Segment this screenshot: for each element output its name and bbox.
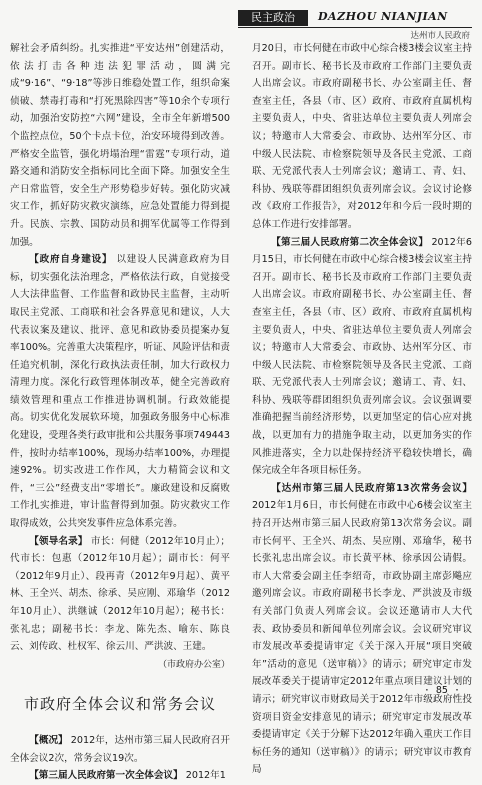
- header-rule: [238, 27, 472, 28]
- paragraph-text: 2012年1: [185, 770, 226, 782]
- right-column: [252, 40, 472, 779]
- paragraph-leaders: [10, 533, 230, 656]
- section-heading: 【第三届人民政府第二次全体会议】: [271, 236, 429, 248]
- section-heading: 【概况】: [29, 734, 68, 746]
- paragraph-text: 2012年，达州市第三届人民政府召开全体会议2次，常务会议19次。: [10, 734, 230, 764]
- yearbook-title: DAZHOU NIANJIAN: [318, 10, 448, 23]
- chapter-title: 市政府全体会议和常务会议: [23, 695, 216, 714]
- source-signature: （市政府办公室）: [157, 659, 230, 670]
- paragraph-first-plenary-cont: 月20日，市长何健在市政中心综合楼3楼会议室主持召开。副市长、秘书长及市政府工作部门主要负责人出席会议。市政府副秘书长、办公室副主任、督查室主任，各县（市、区）政府、市政府直属机构主要负责人，中央、省驻达单位主要负责人列席会议；特邀市人大常委会、市政协、达州军分区、市中级人民法院、市检察院领导及各民主党派、工商联、无党派代表人士列席会议；邀请工、青、妇、科协、残联等群团组织负责列席会议。会议讨论修改《政府工作报告》，对2012年和今后一段时期的总体工作进行安排部署。: [252, 43, 472, 230]
- header-subtitle: 达州市人民政府: [410, 31, 470, 41]
- left-column: [10, 40, 230, 785]
- paragraph-gov-building: [10, 251, 230, 533]
- paragraph-text: 2012年6月15日，市长何健在市政中心综合楼3楼会议室主持召开。副市长、秘书长及市政府工作部门主要负责人出席会议。市政府副秘书长、办公室副主任、督查室主任，各县（市、区）政府、市政府直属机构主要负责人，中央、省驻达单位主要负责人列席会议；特邀市人大常委会、市政协、达州军分区、市中级人民法院、市检察院领导及各民主党派、工商联、无党派代表人士列席会议；邀请工、青、妇、科协、残联等群团组织负责列席会议。会议强调要准确把握当前经济形势，以更加坚定的信心应对挑战，以更加有力的措施争取主动，以更加务实的作风推进落实，全力以赴保持经济平稳较快增长，确保完成全年各项目标任务。: [252, 236, 473, 477]
- paragraph-13th-session: [252, 480, 472, 779]
- section-heading: 【第三届人民政府第一次全体会议】: [29, 770, 183, 782]
- section-heading: 【达州市第三届人民政府第13次常务会议】: [271, 482, 472, 494]
- paragraph-security: 解社会矛盾纠纷。扎实推进“平安达州”创建活动，依法打击各种违法犯罪活动，圆满完成“9·16”、“9·18”等涉日维稳处置工作，组织命案侦破、禁毒打毒和“打死黑除四害”等10余个专项行动，加强治安防控“六网”建设，全市全年新增500个监控点位，50个卡点卡位，治安环境得到改善。严格安全监管，强化坍塌治理“雷霆”专项行动，道路交通和消防安全指标同比全面下降。加强安全生产日常监管，安全生产形势稳步好转。强化防灾减灾工作，抓好防灾救灾演练，应急处置能力得到提升。民族、宗教、国防动员和拥军优属等工作得到加强。: [10, 43, 230, 248]
- paragraph-text: 2012年1月6日，市长何健在市政中心6楼会议室主持召开达州市第三届人民政府第13次常务会议。副市长何平、王全兴、胡杰、吴应刚、邓瑜华，秘书长张礼忠出席会议。市长黄平林、徐承因公请假。市人大常委会副主任李绍奇，市政协副主席彭飚应邀列席会议。市政府副秘书长李龙、严洪波及市级有关部门负责人列席会议。会议还邀请市人大代表、政协委员和新闻单位列席会议。会议研究审议市发展改革委提请审定《关于深入开展“项目突破年”活动的意见（送审稿）》的请示；研究审定市发展改革委关于提请审定2012年重点项目建议计划的请示；研究审议市财政局关于2012年市级政府性投资项目资金安排意见的请示；研究审定市发展改革委提请审定《关于分解下达2012年确入重庆工作目标任务的通知（送审稿）》的请示；研究审议市教育局: [252, 500, 472, 776]
- page-header: [0, 0, 482, 40]
- section-heading: 【领导名录】: [29, 535, 88, 547]
- paragraph-overview: [10, 732, 230, 767]
- paragraph-second-plenary: [252, 234, 472, 480]
- section-tag: 民主政治: [238, 10, 308, 26]
- section-heading: 【政府自身建设】: [29, 254, 113, 266]
- paragraph-first-plenary: [10, 767, 230, 785]
- paragraph-text: 市长：何健（2012年10月止）；代市长：包惠（2012年10月起）；副市长：何平（2012年9月止）、段再青（2012年9月起）、黄平林、王全兴、胡杰、徐承、吴应刚、邓瑜华（2012年10月止）、洪继诚（2012年10月起）；秘书长：张礼忠；副秘书长：李龙、陈先杰、喻东、陈良云、刘传政、杜权军、徐云川、严洪波、王建。: [10, 535, 230, 653]
- page-number: · 85 ·: [423, 685, 460, 696]
- paragraph-text: 以建设人民满意政府为目标，切实强化法治理念，严格依法行政，自觉接受人大法律监督、工作监督和政协民主监督，主动听取民主党派、工商联和社会各界意见和建议，人大代表议案及建议、批评、意见和政协委员提案办复率100%。完善重大决策程序，听证、风险评估和责任追究机制，深化行政执法责任制，加大行政权力清理力度。深化行政管理体制改革，健全完善政府绩效管理和重点工作推进协调机制。行政效能提高。切实优化发展软环境，加强政务服务中心标准化建设，受理各类行政审批和公共服务事项749443件，按时办结率100%，现场办结率100%，办理提速92%。切实改进工作作风，大力精简会议和文件，“三公”经费支出“零增长”。廉政建设和反腐败工作扎实推进，审计监督得到加强。防灾救灾工作取得成效，公共突发事件应急体系完善。: [10, 254, 231, 530]
